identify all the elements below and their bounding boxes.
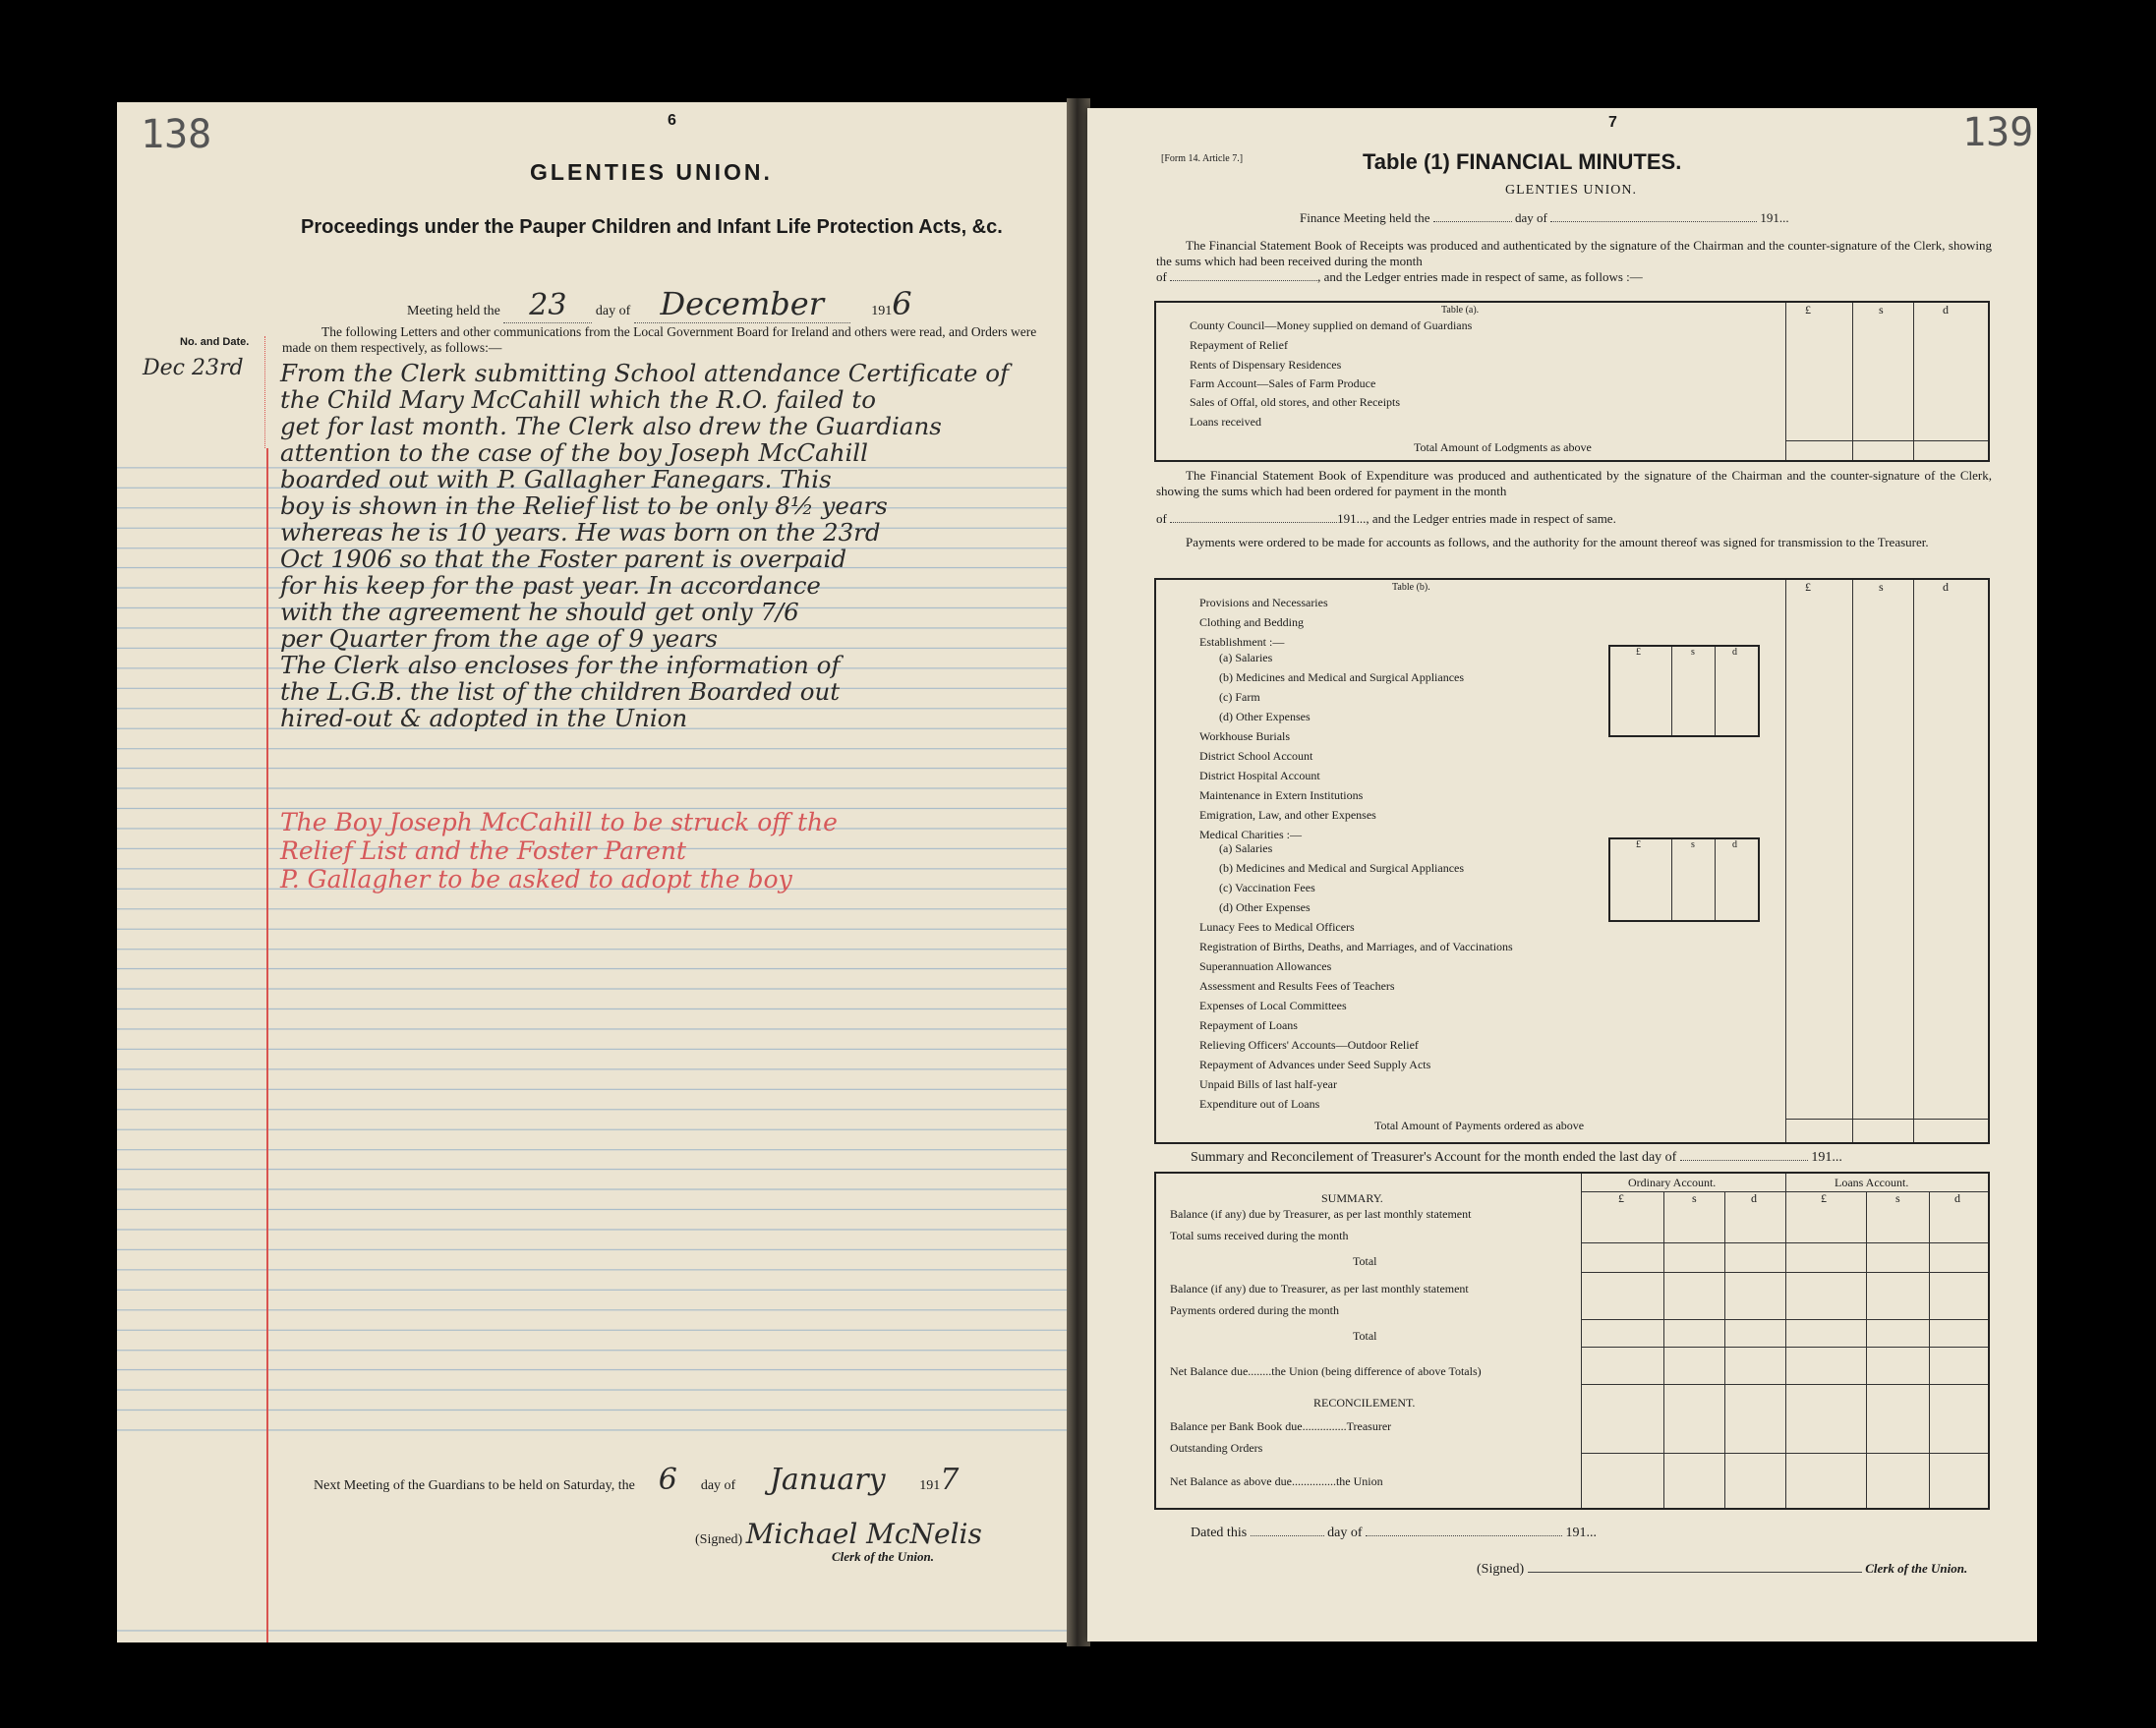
table-a-row: Sales of Offal, old stores, and other Receipts (1190, 395, 1401, 409)
col-divider (1785, 303, 1786, 460)
receipts-paragraph: The Financial Statement Book of Receipts was produced and authenticated by the signature of the Chairman and the counter-signature of the Clerk, showing the sums which had been received during the month (1156, 238, 1992, 268)
reconcilement-row: Net Balance as above due...............the Union (1170, 1474, 1383, 1488)
right-page (1087, 108, 2037, 1642)
pence-header: d (1732, 647, 1737, 658)
meeting-month: December (634, 285, 850, 323)
col-divider (1671, 839, 1672, 920)
pence-header: d (1751, 1191, 1757, 1205)
union-title: GLENTIES UNION. (530, 159, 773, 185)
row-rule (1581, 1347, 1988, 1348)
summary-row: Net Balance due........the Union (being difference of above Totals) (1170, 1364, 1482, 1378)
shilling-header: s (1691, 839, 1695, 850)
table-b-row: (a) Salaries (1219, 841, 1273, 855)
expenditure-paragraph: The Financial Statement Book of Expenditure was produced and authenticated by the signature of the Chairman and the counter-signature of the Clerk, showing the sums which had been ordered for payment in the month (1156, 468, 1992, 498)
next-meeting-line (314, 1463, 959, 1497)
col-divider (1785, 580, 1786, 1142)
expenditure-of: of (1156, 511, 1167, 526)
table-b-row: Relieving Officers' Accounts—Outdoor Relief (1199, 1038, 1419, 1052)
guardians-order (280, 808, 1067, 893)
col-divider (1715, 647, 1716, 735)
table-b-row: Lunacy Fees to Medical Officers (1199, 920, 1355, 934)
col-divider (1852, 303, 1853, 460)
summary-row: Balance (if any) due by Treasurer, as per last monthly statement (1170, 1207, 1472, 1221)
header-rule (1581, 1191, 1988, 1192)
order-line: Relief List and the Foster Parent (280, 836, 686, 865)
shilling-header: s (1691, 647, 1695, 658)
right-union: GLENTIES UNION. (1505, 183, 1637, 198)
summary-row: Payments ordered during the month (1170, 1303, 1339, 1317)
shilling-header: s (1879, 580, 1884, 594)
table-b-row: (b) Medicines and Medical and Surgical Appliances (1219, 670, 1465, 684)
blank (1366, 1535, 1562, 1536)
summary-row: Total (1353, 1329, 1377, 1343)
establishment-subtable (1608, 645, 1760, 737)
row-rule (1581, 1272, 1988, 1273)
financial-minutes-title: Table (1) FINANCIAL MINUTES. (1363, 149, 1682, 174)
table-b-title: Table (b). (1392, 582, 1430, 593)
signed-label-right: (Signed) (1477, 1562, 1525, 1577)
table-b-row: Provisions and Necessaries (1199, 596, 1328, 609)
entry-line: per Quarter from the age of 9 years (280, 624, 718, 653)
row-rule (1581, 1384, 1988, 1385)
blank (1433, 221, 1512, 222)
pound-header: £ (1821, 1191, 1827, 1205)
folio-left: 6 (668, 112, 676, 129)
table-b-row: District School Account (1199, 749, 1313, 763)
col-divider (1671, 647, 1672, 735)
intro-text: The following Letters and other communications from the Local Government Board for Ireland and others were read, and Orders were made on them respectively, as follows:— (282, 324, 1037, 355)
summary-row: Total (1353, 1254, 1377, 1268)
pound-header: £ (1805, 580, 1811, 594)
summary-heading: SUMMARY. (1321, 1191, 1383, 1205)
table-b-row: Medical Charities :— (1199, 828, 1302, 841)
table-b (1154, 578, 1990, 1144)
pence-header: d (1943, 580, 1949, 594)
shilling-header: s (1879, 303, 1884, 317)
row-rule (1581, 1242, 1988, 1243)
folio-right: 7 (1608, 114, 1617, 131)
table-a-total: Total Amount of Lodgments as above (1414, 440, 1592, 454)
reconcilement-heading: RECONCILEMENT. (1313, 1396, 1416, 1410)
finance-meeting-label: Finance Meeting held the (1300, 210, 1430, 225)
dated-year: 191... (1565, 1526, 1598, 1540)
entry-line: get for last month. The Clerk also drew the Guardians (280, 412, 942, 440)
col-divider (1913, 303, 1914, 460)
meeting-year-suffix: 6 (892, 285, 912, 322)
table-b-row: (a) Salaries (1219, 651, 1273, 664)
payments-paragraph: Payments were ordered to be made for accounts as follows, and the authority for the amount thereof was signed for transmission to the Treasurer. (1186, 535, 1929, 549)
table-b-row: (d) Other Expenses (1219, 710, 1311, 723)
clerk-title-left: Clerk of the Union. (832, 1549, 935, 1564)
entry-line: From the Clerk submitting School attendance Certificate of (280, 359, 1010, 387)
table-b-row: Expenditure out of Loans (1199, 1097, 1320, 1111)
table-b-row: Assessment and Results Fees of Teachers (1199, 979, 1395, 993)
next-day-of: day of (700, 1478, 736, 1493)
entry-line: boarded out with P. Gallagher Fanegars. This (280, 465, 832, 493)
meeting-day-of: day of (595, 304, 631, 318)
pence-header: d (1943, 303, 1949, 317)
table-b-row: Emigration, Law, and other Expenses (1199, 808, 1376, 822)
table-b-row: Repayment of Loans (1199, 1018, 1298, 1032)
blank (1170, 522, 1337, 523)
total-rule (1785, 1119, 1988, 1120)
table-b-row: (d) Other Expenses (1219, 900, 1311, 914)
col-divider (1913, 580, 1914, 1142)
entry-line: attention to the case of the boy Joseph McCahill (280, 438, 868, 467)
entry-line: The Clerk also encloses for the information of (280, 651, 841, 679)
order-line: P. Gallagher to be asked to adopt the boy (280, 865, 792, 893)
clerk-signature: Michael McNelis (745, 1518, 982, 1550)
left-subtitle: Proceedings under the Pauper Children and Infant Life Protection Acts, &c. (301, 216, 1003, 238)
dated-day-of: day of (1327, 1526, 1363, 1540)
entry-line: the Child Mary McCahill which the R.O. failed to (280, 385, 877, 414)
blank (1680, 1160, 1808, 1161)
meeting-line (407, 285, 912, 323)
table-b-row: Superannuation Allowances (1199, 959, 1332, 973)
table-b-row: Expenses of Local Committees (1199, 999, 1347, 1012)
row-rule (1581, 1453, 1988, 1454)
total-rule (1785, 440, 1988, 441)
table-b-row: (c) Vaccination Fees (1219, 881, 1315, 894)
entry-date: Dec 23rd (143, 356, 244, 380)
row-rule (1581, 1319, 1988, 1320)
table-a-row: Repayment of Relief (1190, 338, 1288, 352)
summary-year: 191... (1811, 1150, 1842, 1165)
reconcilement-row: Outstanding Orders (1170, 1441, 1263, 1455)
table-b-total: Total Amount of Payments ordered as above (1374, 1119, 1585, 1132)
table-b-row: (c) Farm (1219, 690, 1260, 704)
col-divider (1581, 1174, 1582, 1508)
signature-line (695, 1518, 982, 1550)
finance-meeting-line (1300, 210, 1789, 226)
shilling-header: s (1895, 1191, 1900, 1205)
col-divider (1663, 1191, 1664, 1508)
pence-header: d (1732, 839, 1737, 850)
left-page (117, 102, 1071, 1642)
col-divider (1852, 580, 1853, 1142)
table-b-row: District Hospital Account (1199, 769, 1320, 782)
entry-line: the L.G.B. the list of the children Boarded out (280, 677, 841, 706)
letter-entry (280, 360, 1067, 731)
entry-line: with the agreement he should get only 7/6 (280, 598, 799, 626)
receipts-suffix: , and the Ledger entries made in respect of same, as follows :— (1317, 269, 1643, 284)
next-meeting-prefix: Next Meeting of the Guardians to be held on Saturday, the (314, 1478, 635, 1493)
pound-header: £ (1636, 647, 1641, 658)
col-divider (1785, 1174, 1786, 1508)
blank (1528, 1572, 1862, 1573)
summary-row: Total sums received during the month (1170, 1229, 1349, 1242)
finance-year: 191... (1760, 210, 1789, 225)
summary-table (1154, 1172, 1990, 1510)
loans-account-header: Loans Account. (1835, 1176, 1909, 1189)
table-b-row: (b) Medicines and Medical and Surgical Appliances (1219, 861, 1465, 875)
table-a-row: County Council—Money supplied on demand of Guardians (1190, 318, 1473, 332)
dated-line (1191, 1526, 1597, 1541)
pence-header: d (1954, 1191, 1960, 1205)
page-number-left: 138 (141, 112, 212, 157)
entry-line: Oct 1906 so that the Foster parent is overpaid (280, 545, 847, 573)
entry-line: hired-out & adopted in the Union (280, 704, 688, 732)
table-b-row: Establishment :— (1199, 635, 1285, 649)
shilling-header: s (1692, 1191, 1697, 1205)
table-b-row: Maintenance in Extern Institutions (1199, 788, 1364, 802)
pound-header: £ (1636, 839, 1641, 850)
blank (1170, 280, 1317, 281)
receipts-of: of (1156, 269, 1167, 284)
table-b-row: Repayment of Advances under Seed Supply Acts (1199, 1058, 1431, 1071)
table-a-title: Table (a). (1441, 305, 1480, 316)
margin-rule-footer (266, 1449, 268, 1642)
header-margin-rule (264, 336, 268, 448)
right-signature-line (1477, 1561, 1967, 1578)
form-reference: [Form 14. Article 7.] (1161, 153, 1244, 164)
table-a (1154, 301, 1990, 462)
col-divider (1715, 839, 1716, 920)
blank (1251, 1535, 1324, 1536)
next-day: 6 (658, 1463, 677, 1497)
receipts-line-2 (1156, 269, 1643, 285)
page-number-right: 139 (1962, 110, 2034, 155)
table-a-row: Loans received (1190, 415, 1261, 429)
summary-row: Balance (if any) due to Treasurer, as per last monthly statement (1170, 1282, 1469, 1296)
col-header-no-date: No. and Date. (180, 336, 250, 348)
ordinary-account-header: Ordinary Account. (1628, 1176, 1717, 1189)
table-b-row: Registration of Births, Deaths, and Marriages, and of Vaccinations (1199, 940, 1513, 953)
order-line: The Boy Joseph McCahill to be struck off the (280, 808, 838, 836)
reconcilement-row: Balance per Bank Book due...............Treasurer (1170, 1419, 1392, 1433)
col-divider (1866, 1191, 1867, 1508)
table-a-row: Rents of Dispensary Residences (1190, 358, 1342, 372)
medical-charities-subtable (1608, 837, 1760, 922)
next-month: January (769, 1463, 886, 1497)
finance-day-of: day of (1515, 210, 1547, 225)
dated-label: Dated this (1191, 1526, 1248, 1540)
pound-header: £ (1618, 1191, 1624, 1205)
pound-header: £ (1805, 303, 1811, 317)
table-a-row: Farm Account—Sales of Farm Produce (1190, 376, 1376, 390)
clerk-title-right: Clerk of the Union. (1865, 1561, 1968, 1576)
blank (1550, 221, 1757, 222)
col-divider (1724, 1191, 1725, 1508)
table-b-row: Unpaid Bills of last half-year (1199, 1077, 1337, 1091)
meeting-day: 23 (503, 288, 592, 323)
table-b-row: Clothing and Bedding (1199, 615, 1304, 629)
entry-line: whereas he is 10 years. He was born on the 23rd (280, 518, 881, 547)
entry-line: boy is shown in the Relief list to be only 8½ years (280, 491, 888, 520)
expenditure-suffix: 191..., and the Ledger entries made in respect of same. (1337, 511, 1616, 526)
table-b-row: Workhouse Burials (1199, 729, 1291, 743)
entry-line: for his keep for the past year. In accordance (280, 571, 821, 600)
next-year-suffix: 7 (940, 1463, 960, 1497)
col-divider (1929, 1191, 1930, 1508)
summary-title-line (1191, 1150, 1842, 1166)
signed-label: (Signed) (695, 1532, 743, 1547)
meeting-prefix: Meeting held the (407, 304, 500, 318)
summary-title: Summary and Reconcilement of Treasurer's Account for the month ended the last day of (1191, 1150, 1677, 1165)
meeting-year-prefix: 191 (871, 304, 893, 318)
expenditure-line (1156, 511, 1616, 527)
next-year-prefix: 191 (919, 1478, 941, 1493)
